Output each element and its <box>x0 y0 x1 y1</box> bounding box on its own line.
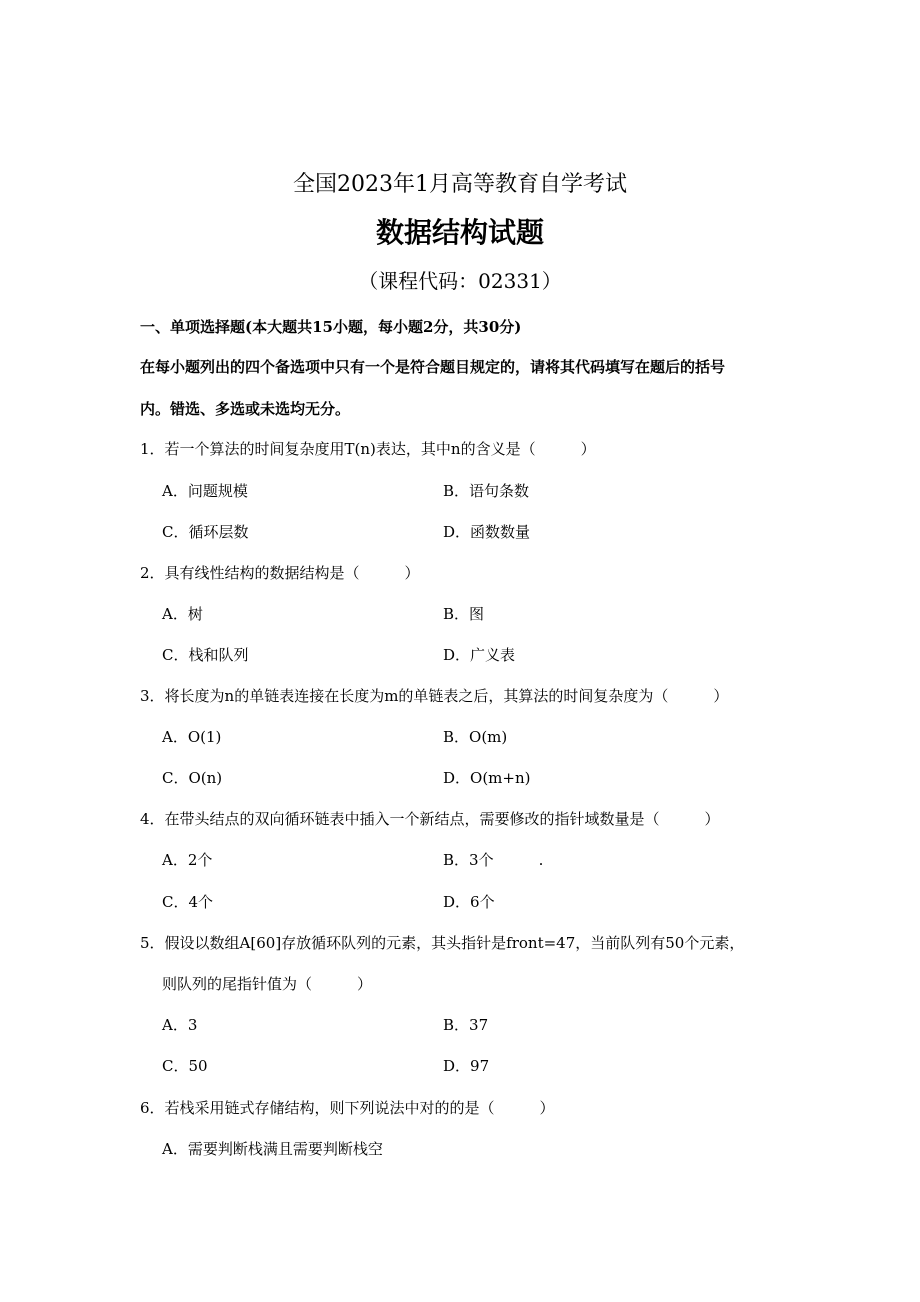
question-2: 2．具有线性结构的数据结构是（ ） <box>140 564 420 582</box>
question-1-option-b: B．语句条数 <box>443 482 530 500</box>
question-6-option-a: A．需要判断栈满且需要判断栈空 <box>162 1140 383 1158</box>
question-5-option-b: B．37 <box>443 1016 489 1034</box>
section-instruction-line1: 在每小题列出的四个备选项中只有一个是符合题目规定的，请将其代码填写在题后的括号 <box>140 358 726 376</box>
question-3-option-c: C．O(n) <box>162 769 223 787</box>
section-heading: 一、单项选择题(本大题共15小题，每小题2分，共30分) <box>140 318 522 336</box>
question-4: 4．在带头结点的双向循环链表中插入一个新结点，需要修改的指针域数量是（ ） <box>140 810 720 828</box>
question-5-option-a: A．3 <box>162 1016 198 1034</box>
question-6: 6．若栈采用链式存储结构，则下列说法中对的的是（ ） <box>140 1099 555 1117</box>
question-4-option-d: D．6个 <box>443 893 495 911</box>
question-4-option-c: C．4个 <box>162 893 214 911</box>
question-2-option-d: D．广义表 <box>443 646 516 664</box>
question-2-option-b: B．图 <box>443 605 485 623</box>
question-2-option-c: C．栈和队列 <box>162 646 249 664</box>
question-1-option-c: C．循环层数 <box>162 523 249 541</box>
question-3-option-a: A．O(1) <box>162 728 222 746</box>
subject-title: 数据结构试题 <box>375 216 544 249</box>
section-instruction-line2: 内。错选、多选或未选均无分。 <box>140 400 351 418</box>
question-4-option-a: A．2个 <box>162 851 213 869</box>
question-5-option-d: D．97 <box>443 1057 490 1075</box>
question-5-continued: 则队列的尾指针值为（ ） <box>162 975 373 993</box>
question-4-option-b: B．3个 . <box>443 851 544 869</box>
question-3-option-d: D．O(m+n) <box>443 769 531 787</box>
exam-title: 全国2023年1月高等教育自学考试 <box>293 172 627 197</box>
question-1: 1．若一个算法的时间复杂度用T(n)表达，其中n的含义是（ ） <box>140 440 596 458</box>
question-5: 5．假设以数组A[60]存放循环队列的元素，其头指针是front=47，当前队列有50个元素， <box>140 934 745 952</box>
question-5-option-c: C．50 <box>162 1057 208 1075</box>
question-1-option-d: D．函数数量 <box>443 523 531 541</box>
course-code: （课程代码：02331） <box>358 269 562 293</box>
question-3-option-b: B．O(m) <box>443 728 508 746</box>
question-1-option-a: A．问题规模 <box>162 482 248 500</box>
question-2-option-a: A．树 <box>162 605 203 623</box>
question-3: 3．将长度为n的单链表连接在长度为m的单链表之后，其算法的时间复杂度为（ ） <box>140 687 729 705</box>
